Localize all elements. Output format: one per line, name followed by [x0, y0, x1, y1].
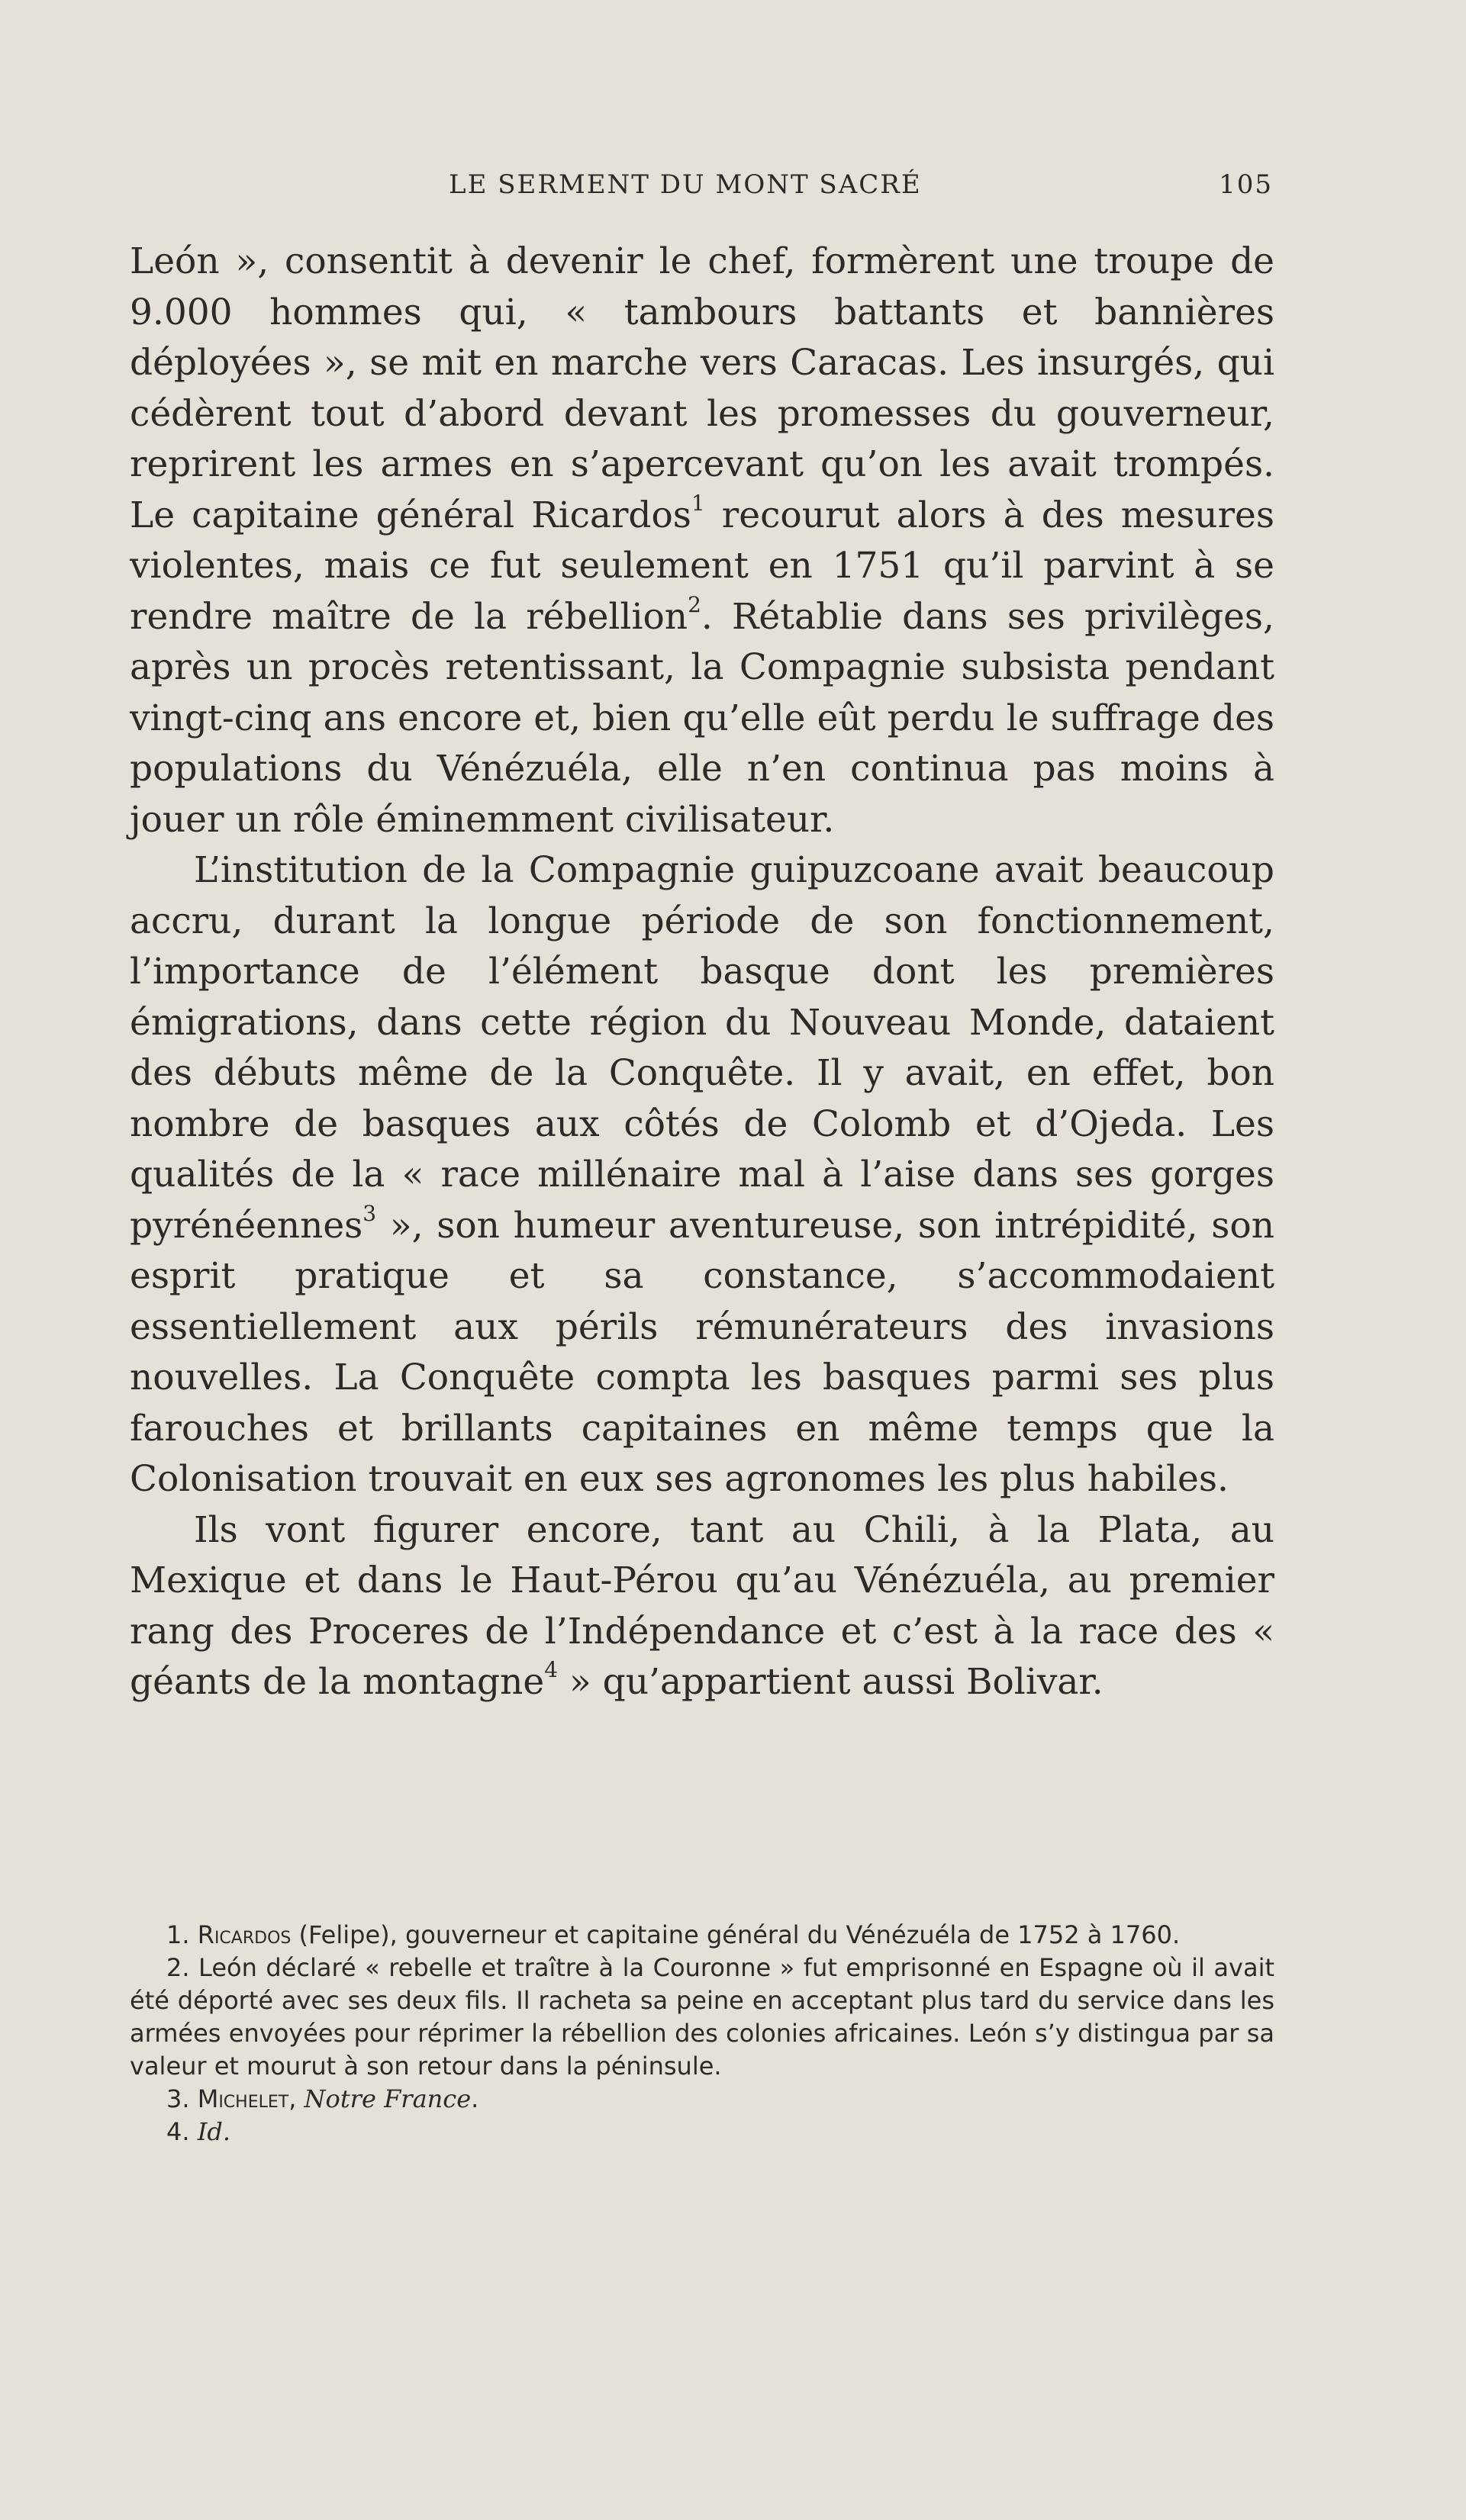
footnote-3-author: Michelet [197, 2084, 289, 2113]
body-text [130, 237, 1274, 1708]
footnote-3-separator: , [288, 2084, 304, 2113]
footnote-ref-1: 1 [691, 490, 705, 516]
paragraph-2-text-b: », son humeur aventureuse, son intrépidité, son esprit pratique et sa constance, s’accommodaient essentiellement aux périls rémunérateurs des invasions nouvelles. La Conquête compta les basques parmi ses plus farouches et brillants capitaines en même temps que la Colonisation trouvait en eux ses agronomes les plus habiles. [130, 1204, 1274, 1500]
page-number: 105 [1219, 169, 1273, 200]
footnote-3-end: . [471, 2084, 479, 2113]
paragraph-2 [130, 845, 1274, 1505]
footnote-2-text: León déclaré « rebelle et traître à la Couronne » fut emprisonné en Espagne où il avait été déporté avec ses deux fils. Il racheta sa peine en acceptant plus tard du service dans les armées envoyées pour réprimer la rébellion des colonies africaines. León s’y distingua par sa valeur et mourut à son retour dans la péninsule. [130, 1953, 1274, 2081]
footnote-3-title: Notre France [304, 2084, 472, 2113]
footnote-1 [130, 1919, 1274, 1952]
footnote-2-number: 2. [166, 1953, 190, 1982]
footnote-3-number: 3. [166, 2084, 190, 2113]
footnote-4-reference: Id. [197, 2117, 230, 2146]
footnote-4 [130, 2116, 1274, 2148]
paragraph-1-text-a: León », consentit à devenir le chef, formèrent une troupe de 9.000 hommes qui, « tambours battants et bannières déployées », se mit en marche vers Caracas. Les insurgés, qui cédèrent tout d’abord devant les promesses du gouverneur, reprirent les armes en s’apercevant qu’on les avait trompés. Le capitaine général Ricardos [130, 240, 1274, 536]
footnote-1-name: Ricardos [197, 1920, 292, 1949]
footnote-1-number: 1. [166, 1920, 190, 1949]
footnote-ref-2: 2 [688, 591, 701, 617]
paragraph-1 [130, 237, 1274, 845]
paragraph-2-text-a: L’institution de la Compagnie guipuzcoane avait beaucoup accru, durant la longue période de son fonctionnement, l’importance de l’élément basque dont les premières émigrations, dans cette région du Nouveau Monde, dataient des débuts même de la Conquête. Il y avait, en effet, bon nombre de basques aux côtés de Colomb et d’Ojeda. Les qualités de la « race millénaire mal à l’aise dans ses gorges pyrénéennes [130, 849, 1274, 1247]
footnote-3 [130, 2083, 1274, 2116]
running-head [449, 169, 1273, 208]
running-title: LE SERMENT DU MONT SACRÉ [449, 169, 922, 200]
paragraph-3-text-a: Ils vont figurer encore, tant au Chili, à la Plata, au Mexique et dans le Haut-Pérou qu’au Vénézuéla, au premier rang des Proceres de l’Indépendance et c’est à la race des « géants de la montagne [130, 1508, 1274, 1703]
footnote-1-text: (Felipe), gouverneur et capitaine général du Vénézuéla de 1752 à 1760. [291, 1920, 1181, 1949]
footnote-ref-4: 4 [544, 1657, 559, 1682]
footnotes [130, 1919, 1274, 2148]
footnote-4-number: 4. [166, 2117, 190, 2146]
paragraph-3 [130, 1505, 1274, 1708]
footnote-ref-3: 3 [362, 1200, 377, 1226]
footnote-2 [130, 1952, 1274, 2083]
paragraph-1-text-b: recourut alors à des mesures violentes, mais ce fut seulement en 1751 qu’il parvint à se rendre maître de la rébellion [130, 494, 1274, 638]
paragraph-1-text-c: . Rétablie dans ses privilèges, après un procès retentissant, la Compagnie subsista pendant vingt-cinq ans encore et, bien qu’elle eût perdu le suffrage des populations du Vénézuéla, elle n’en continua pas moins à jouer un rôle éminemment civilisateur. [130, 595, 1274, 841]
paragraph-3-text-b: » qu’appartient aussi Bolivar. [558, 1661, 1104, 1703]
